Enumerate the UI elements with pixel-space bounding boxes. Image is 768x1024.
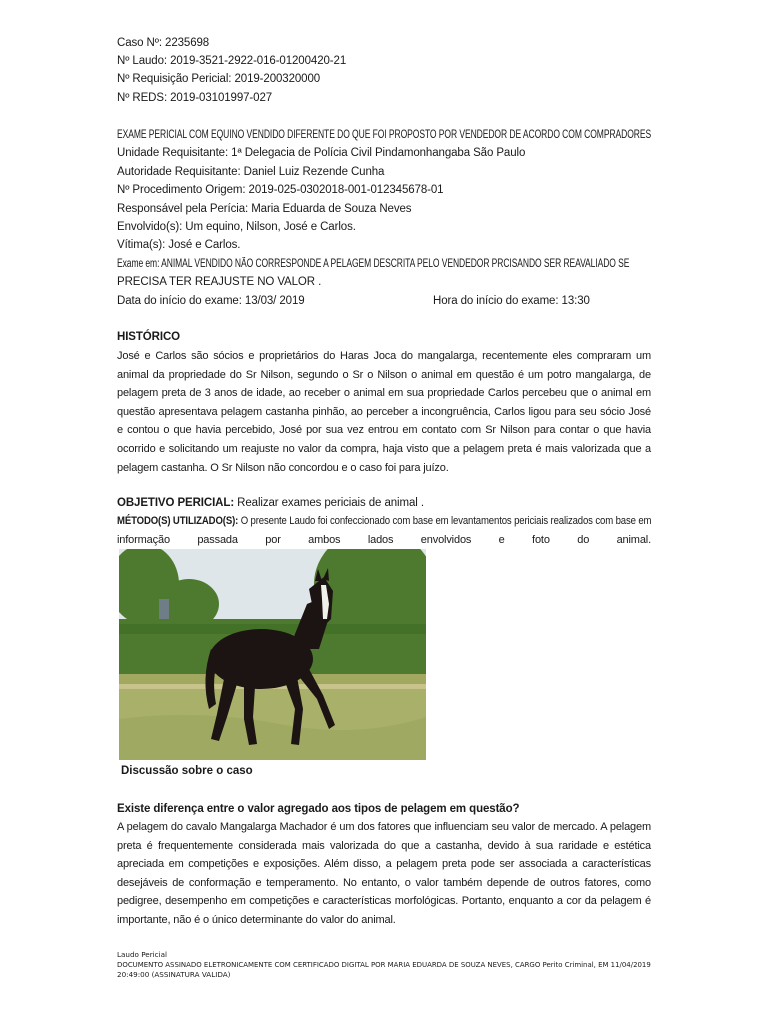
autoridade-requisitante: Autoridade Requisitante: Daniel Luiz Rezende Cunha xyxy=(117,166,385,178)
discussion-text: A pelagem do cavalo Mangalarga Machador é um dos fatores que influenciam seu valor de mercado. A pelagem preta é frequentemente considerada mais valorizada do que a castanha, devido à sua raridade e estética apreciada em competições e exposições. Além disso, a pelagem preta pode ser associada a características desejáveis de conformação e temperamento. No entanto, o valor também depende de outros fatores, como pedigree, desempenho em competições e características morfológicas. Portanto, enquanto a cor da pelagem é importante, não é o único determinante do valor do animal. xyxy=(117,821,651,926)
objetivo-label: OBJETIVO PERICIAL: xyxy=(117,497,235,509)
requisicao-number: Nº Requisição Pericial: 2019-200320000 xyxy=(117,73,321,85)
horse-illustration xyxy=(119,549,426,760)
historico-heading: HISTÓRICO xyxy=(117,331,180,343)
data-inicio-exame: Data do início do exame: 13/03/ 2019 xyxy=(117,295,305,307)
footer-signature-line2: 20:49:00 (ASSINATURA VALIDA) xyxy=(117,970,231,979)
metodos-label: MÉTODO(S) UTILIZADO(S): xyxy=(117,515,239,527)
objetivo-pericial xyxy=(117,496,424,511)
historico-text: José e Carlos são sócios e proprietários do Haras Joca do mangalarga, recentemente eles compraram um animal da propriedade do Sr Nilson, segundo o Sr o Nilson o animal em questão é um potro mangalarga, de pelagem preta de 3 anos de idade, ao receber o animal em sua propriedade Carlos percebeu que o animal em questão apresentava pelagem castanha pinhão, ao perceber a incongruência, Carlos ligou para seu sócio José e contou o que havia percebido, José por sua vez entrou em contato com Sr Nilson para contar o que havia ocorrido e solicitando um reajuste no valor da compra, haja visto que a pelagem preta é mais valorizada que a pelagem castanha. O Sr Nilson não concordou e o caso foi para juízo. xyxy=(117,350,651,474)
discussion-question: Existe diferença entre o valor agregado aos tipos de pelagem em questão? xyxy=(117,803,520,815)
reds-number: Nº REDS: 2019-03101997-027 xyxy=(117,92,273,104)
hora-inicio-exame: Hora do início do exame: 13:30 xyxy=(433,295,590,307)
exam-title: EXAME PERICIAL COM EQUINO VENDIDO DIFERENTE DO QUE FOI PROPOSTO POR VENDEDOR DE ACORDO COM COMPRADORES xyxy=(117,129,652,141)
metodos-block xyxy=(117,512,651,549)
procedimento-origem: Nº Procedimento Origem: 2019-025-0302018-001-012345678-01 xyxy=(117,184,444,196)
exame-em-line1: Exame em: ANIMAL VENDIDO NÃO CORRESPONDE A PELAGEM DESCRITA PELO VENDEDOR PRCISANDO SER REAVALIADO SE xyxy=(117,258,630,270)
envolvidos: Envolvido(s): Um equino, Nilson, José e Carlos. xyxy=(117,221,356,233)
objetivo-text: Realizar exames periciais de animal . xyxy=(234,497,424,509)
metodos-text-2: informação passada por ambos lados envolvidos e foto do animal. xyxy=(117,533,651,546)
responsavel-pericia: Responsável pela Perícia: Maria Eduarda de Souza Neves xyxy=(117,203,412,215)
unidade-requisitante: Unidade Requisitante: 1ª Delegacia de Polícia Civil Pindamonhangaba São Paulo xyxy=(117,147,526,159)
laudo-number: Nº Laudo: 2019-3521-2922-016-01200420-21 xyxy=(117,55,347,67)
metodos-text-1: O presente Laudo foi confeccionado com base em levantamentos periciais realizados com base em xyxy=(238,515,652,527)
horse-photo xyxy=(119,549,426,760)
footer-laudo-pericial: Laudo Pericial xyxy=(117,950,168,959)
exame-em-line2: PRECISA TER REAJUSTE NO VALOR . xyxy=(117,276,322,288)
case-number: Caso Nº: 2235698 xyxy=(117,37,210,49)
discussion-caption: Discussão sobre o caso xyxy=(121,765,253,777)
footer-signature-line1: DOCUMENTO ASSINADO ELETRONICAMENTE COM CERTIFICADO DIGITAL POR MARIA EDUARDA DE SOUZA NEVES, CARGO Perito Criminal, EM 11/04/2019 xyxy=(117,960,651,969)
vitimas: Vítima(s): José e Carlos. xyxy=(117,239,241,251)
